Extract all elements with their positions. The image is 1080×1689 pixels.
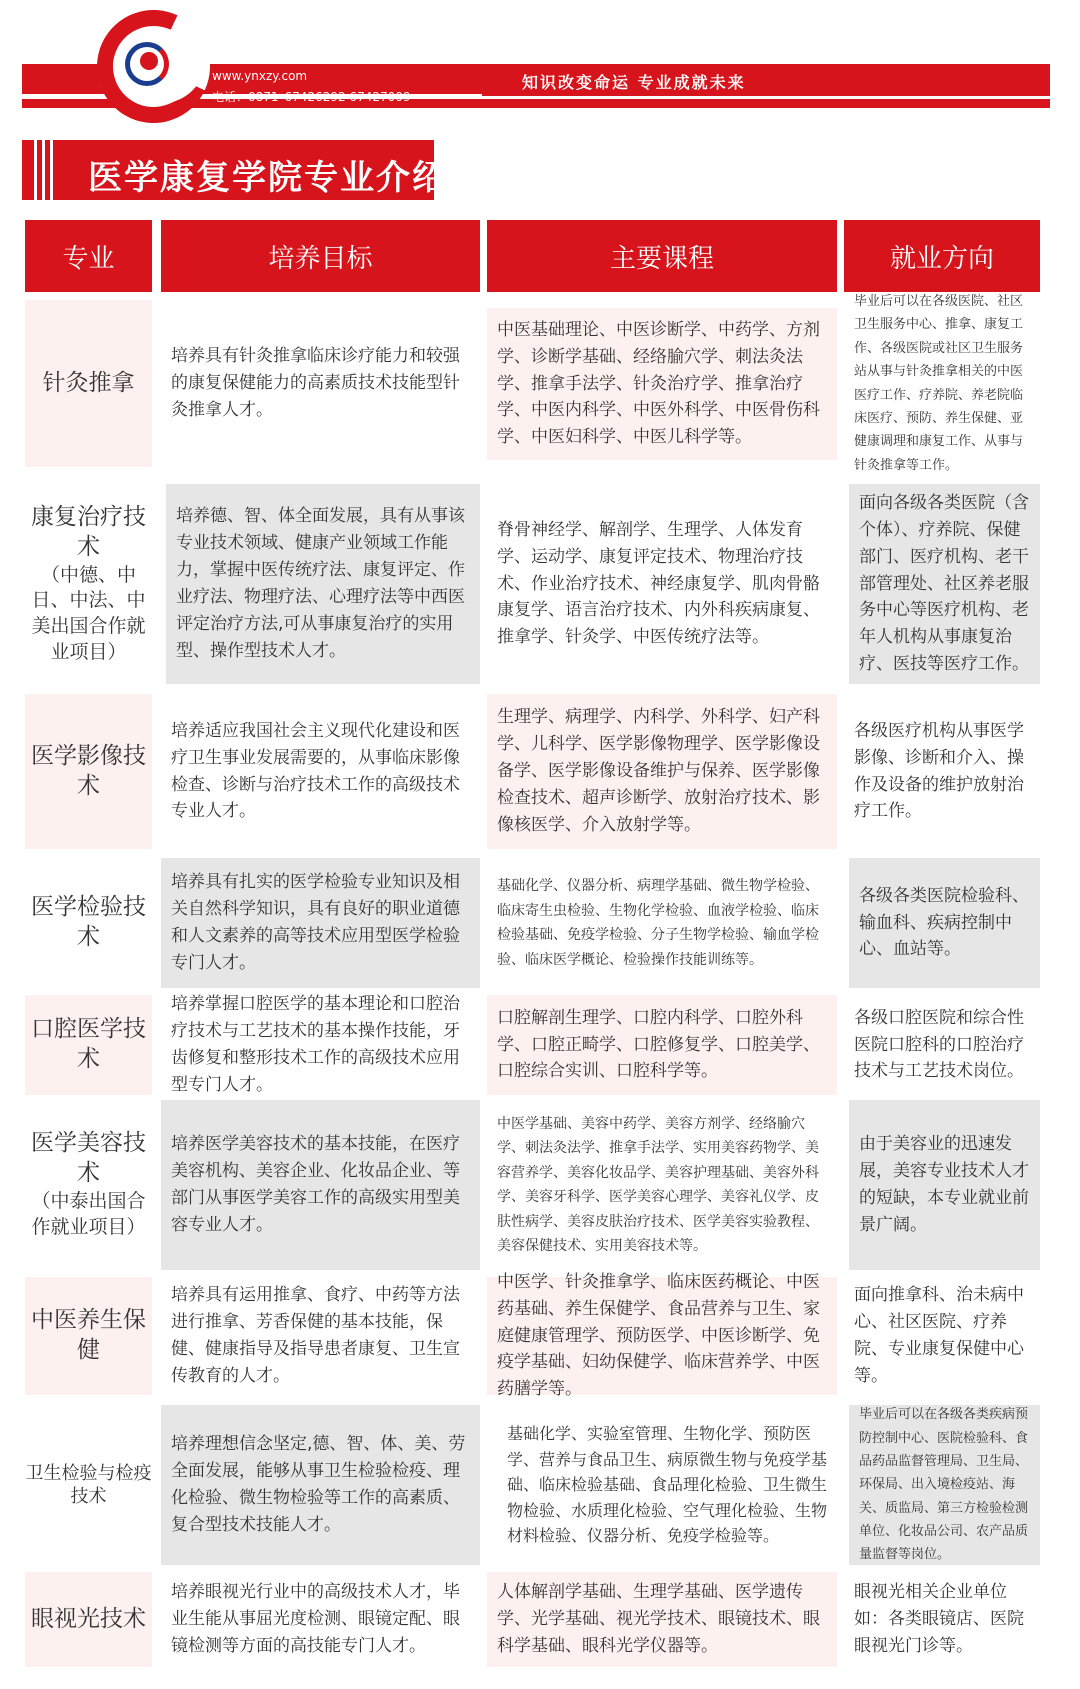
section-title-banner [22,140,448,200]
page-title: 医学康复学院专业介绍 [88,158,448,198]
major-note: （中泰出国合作就业项目） [31,1190,146,1238]
table-row-major [25,995,152,1095]
courses-text: 中医学、针灸推拿学、临床医药概论、中医药基础、养生保健学、食品营养与卫生、家庭健康管理学、预防医学、中医诊断学、免疫学基础、妇幼保健学、临床营养学、中医药膳学等。 [497,1271,820,1400]
table-row-goal [161,1277,480,1395]
major-name: 中医养生保健 [31,1307,146,1363]
goal-text: 培养眼视光行业中的高级技术人才，毕业生能从事屈光度检测、眼镜定配、眼镜检测等方面的高技能专门人才。 [171,1582,460,1656]
table-row-goal [161,1405,480,1565]
table-row-courses [497,1405,837,1565]
table-row-major [25,1405,152,1565]
table-row-major [25,694,152,849]
major-name: 康复治疗技术 [31,503,146,560]
table-row-jobs [844,1572,1040,1667]
column-header-jobs: 就业方向 [844,220,1040,292]
table-row-jobs [849,858,1040,988]
major-name: 眼视光技术 [31,1605,146,1632]
courses-text: 脊骨神经学、解剖学、生理学、人体发育学、运动学、康复评定技术、物理治疗技术、作业治疗技术、神经康复学、肌肉骨骼康复学、语言治疗技术、内外科疾病康复、推拿学、针灸学、中医传统疗法等。 [497,519,820,648]
jobs-text: 面向推拿科、治未病中心、社区医院、疗养院、专业康复保健中心等。 [854,1285,1024,1386]
jobs-text: 各级医疗机构从事医学影像、诊断和介入、操作及设备的维护放射治疗工作。 [854,720,1024,822]
table-row-courses [487,1572,837,1667]
jobs-text: 由于美容业的迅速发展，美容专业技术人才的短缺，本专业就业前景广阔。 [859,1134,1029,1235]
table-row-jobs [844,1277,1040,1395]
title-stripe [42,140,45,200]
courses-text: 生理学、病理学、内科学、外科学、妇产科学、儿科学、医学影像物理学、医学影像设备学、医学影像设备维护与保养、医学影像检查技术、超声诊断学、放射治疗技术、影像核医学、介入放射学等。 [497,707,820,835]
table-row-major [25,1277,152,1395]
goal-text: 培养具有扎实的医学检验专业知识及相关自然科学知识，具有良好的职业道德和人文素养的高等技术应用型医学检验专门人才。 [171,872,460,973]
jobs-text: 各级口腔医院和综合性医院口腔科的口腔治疗技术与工艺技术岗位。 [854,1007,1024,1082]
table-row-major [25,1100,152,1270]
table-row-courses [487,858,837,988]
courses-text: 中医学基础、美容中药学、美容方剂学、经络腧穴学、刺法灸法学、推拿手法学、实用美容药物学、美容营养学、美容化妆品学、美容护理基础、美容外科学、美容牙科学、医学美容心理学、美容礼仪学、皮肤性病学、美容皮肤治疗技术、医学美容实验教程、美容保健技术、实用美容技术等。 [497,1115,819,1254]
table-row-courses [487,995,837,1095]
table-row-goal [161,1572,480,1667]
table-row-courses [487,308,837,460]
column-header-courses: 主要课程 [487,220,837,292]
table-row-major [25,858,152,988]
courses-text: 基础化学、仪器分析、病理学基础、微生物学检验、临床寄生虫检验、生物化学检验、血液学检验、临床检验基础、免疫学检验、分子生物学检验、输血学检验、临床医学概论、检验操作技能训练等。 [497,878,819,968]
table-row-goal [161,995,480,1095]
major-name: 口腔医学技术 [31,1016,146,1072]
site-phone: 电话：0871–67426292 67427009 [212,90,411,104]
table-row-jobs [844,694,1040,849]
table-row-courses [487,1271,837,1400]
table-row-jobs [849,1405,1040,1565]
table-row-courses [487,694,837,849]
goal-text: 培养掌握口腔医学的基本理论和口腔治疗技术与工艺技术的基本操作技能，牙齿修复和整形技术工作的高级技术应用型专门人才。 [171,994,460,1095]
courses-text: 基础化学、实验室管理、生物化学、预防医学、营养与食品卫生、病原微生物与免疫学基础、临床检验基础、食品理化检验、卫生微生物检验、水质理化检验、空气理化检验、生物材料检验、仪器分析、免疫学检验等。 [507,1424,828,1546]
title-stripe [34,140,37,200]
table-row-major [25,1572,152,1667]
header-banner-right-stripe [482,99,1050,108]
major-name: 医学影像技术 [31,742,146,799]
title-stripe [50,140,53,200]
major-name: 医学检验技术 [31,894,146,950]
table-row-jobs [844,995,1040,1095]
goal-text: 培养理想信念坚定,德、智、体、美、劳全面发展，能够从事卫生检验检疫、理化检验、微生物检验等工作的高素质、复合型技术技能人才。 [171,1434,466,1535]
table-row-goal [166,484,480,684]
column-header-goal: 培养目标 [161,220,480,292]
major-name: 卫生检验与检疫技术 [25,1462,152,1507]
courses-text: 中医基础理论、中医诊断学、中药学、方剂学、诊断学基础、经络腧穴学、刺法灸法学、推拿手法学、针灸治疗学、推拿治疗学、中医内科学、中医外科学、中医骨伤科学、中医妇科学、中医儿科学等。 [497,319,820,448]
table-row-goal [161,1100,480,1270]
table-row-jobs [849,1100,1040,1270]
slogan: 知识改变命运 专业成就未来 [522,73,746,92]
table-row-goal [161,300,480,467]
table-row-major [25,484,152,684]
goal-text: 培养具有针灸推拿临床诊疗能力和较强的康复保健能力的高素质技术技能型针灸推拿人才。 [171,346,460,420]
major-note: （中德、中日、中法、中美出国合作就业项目） [31,563,146,663]
major-name: 医学美容技术 [31,1130,146,1187]
table-row-major [25,300,152,467]
site-url[interactable]: www.ynxzy.com [212,69,308,83]
goal-text: 培养德、智、体全面发展，具有从事该专业技术领域、健康产业领域工作能力，掌握中医传统疗法、康复评定、作业疗法、物理疗法、心理疗法等中西医评定治疗方法,可从事康复治疗的实用型、操作型技术人才。 [176,506,465,661]
courses-text: 口腔解剖生理学、口腔内科学、口腔外科学、口腔正畸学、口腔修复学、口腔美学、口腔综合实训、口腔科学等。 [497,1007,820,1082]
goal-text: 培养适应我国社会主义现代化建设和医疗卫生事业发展需要的，从事临床影像检查、诊断与治疗技术工作的高级技术专业人才。 [171,720,460,822]
table-row-goal [161,694,480,849]
table-row-courses [487,484,837,684]
jobs-text: 各级各类医院检验科、输血科、疾病控制中心、血站等。 [859,885,1029,960]
goal-text: 培养具有运用推拿、食疗、中药等方法进行推拿、芳香保健的基本技能，保健、健康指导及指导患者康复、卫生宣传教育的人才。 [171,1285,460,1386]
table-row-jobs [849,484,1040,684]
goal-text: 培养医学美容技术的基本技能，在医疗美容机构、美容企业、化妆品企业、等部门从事医学美容工作的高级实用型美容专业人才。 [171,1134,460,1235]
jobs-text: 毕业后可以在各级各类疾病预防控制中心、医院检验科、食品药品监督管理局、卫生局、环保局、出入境检疫站、海关、质监局、第三方检验检测单位、化妆品公司、农产品质量监督等岗位。 [859,1407,1029,1563]
table-row-courses [487,1100,837,1270]
column-header-major: 专业 [25,220,152,292]
logo-dot-icon [140,52,158,70]
courses-text: 人体解剖学基础、生理学基础、医学遗传学、光学基础、视光学技术、眼镜技术、眼科学基础、眼科光学仪器等。 [497,1582,820,1656]
jobs-text: 眼视光相关企业单位如：各类眼镜店、医院眼视光门诊等。 [854,1582,1024,1656]
table-row-jobs [844,293,1040,473]
jobs-text: 面向各级各类医院（含个体）、疗养院、保健部门、医疗机构、老干部管理处、社区养老服务中心等医疗机构、老年人机构从事康复治疗、医技等医疗工作。 [859,492,1029,675]
jobs-text: 毕业后可以在各级医院、社区卫生服务中心、推拿、康复工作、各级医院或社区卫生服务站从事与针灸推拿相关的中医医疗工作、疗养院、养老院临床医疗、预防、养生保健、亚健康调理和康复工作、从事与针灸推拿等工作。 [854,293,1024,473]
major-name: 针灸推拿 [42,369,135,396]
table-row-goal [161,858,480,988]
